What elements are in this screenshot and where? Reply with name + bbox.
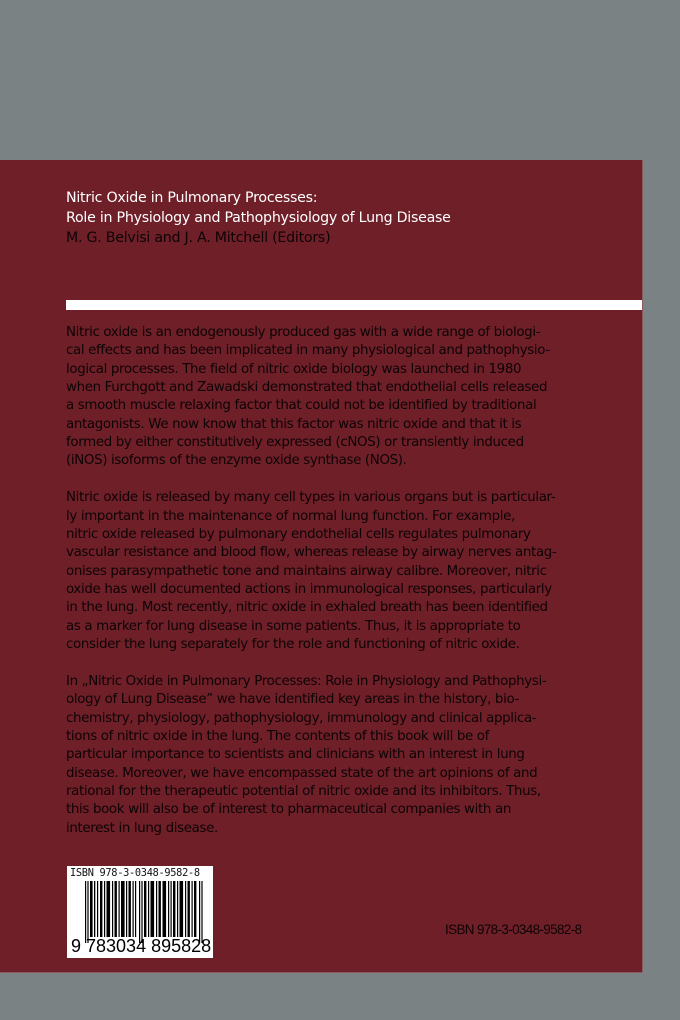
blurb-line: vascular resistance and blood flow, whereas release by airway nerves antag- [66, 545, 557, 561]
title-block [66, 188, 626, 248]
blurb-line: when Furchgott and Zawadski demonstrated that endothelial cells released [66, 380, 548, 396]
blurb-line: disease. Moreover, we have encompassed state of the art opinions of and [66, 765, 538, 781]
blurb [66, 324, 636, 856]
blurb-line: (iNOS) isoforms of the enzyme oxide synthase (NOS). [66, 453, 407, 469]
barcode-isbn-label: ISBN 978-3-0348-9582-8 [70, 867, 200, 879]
isbn-text: ISBN 978-3-0348-9582-8 [445, 922, 582, 937]
book-title-line-1: Nitric Oxide in Pulmonary Processes: [66, 190, 318, 206]
blurb-line: chemistry, physiology, pathophysiology, immunology and clinical applica- [66, 710, 537, 726]
blurb-line: cal effects and has been implicated in many physiological and pathophysio- [66, 343, 550, 359]
book-title-line-2: Role in Physiology and Pathophysiology of Lung Disease [66, 210, 451, 226]
back-cover [0, 160, 642, 972]
blurb-line: interest in lung disease. [66, 820, 218, 836]
blurb-line: particular importance to scientists and clinicians with an interest in lung [66, 747, 525, 763]
blurb-line: rational for the therapeutic potential of nitric oxide and its inhibitors. Thus, [66, 783, 541, 799]
blurb-line: this book will also be of interest to pharmaceutical companies with an [66, 802, 511, 818]
blurb-line: in the lung. Most recently, nitric oxide in exhaled breath has been identified [66, 600, 548, 616]
blurb-line: Nitric oxide is an endogenously produced gas with a wide range of biologi- [66, 325, 541, 340]
blurb-line: Nitric oxide is released by many cell types in various organs but is particular- [66, 490, 556, 506]
blurb-line: onises parasympathetic tone and maintains airway calibre. Moreover, nitric [66, 563, 547, 579]
blurb-line: formed by either constitutively expressed (cNOS) or transiently induced [66, 435, 524, 451]
blurb-line: as a marker for lung disease in some patients. Thus, it is appropriate to [66, 618, 521, 634]
blurb-line: oxide has well documented actions in immunological responses, particularly [66, 581, 552, 597]
blurb-line: tions of nitric oxide in the lung. The contents of this book will be of [66, 728, 490, 744]
blurb-line: ly important in the maintenance of normal lung function. For example, [66, 508, 515, 524]
blurb-line: nitric oxide released by pulmonary endothelial cells regulates pulmonary [66, 526, 531, 542]
isbn-barcode [67, 866, 213, 958]
barcode-bars-icon [85, 881, 203, 943]
blurb-paragraph-2 [66, 489, 636, 654]
blurb-line: In „Nitric Oxide in Pulmonary Processes: Role in Physiology and Pathophysi- [66, 673, 547, 689]
blurb-paragraph-3 [66, 673, 636, 838]
blurb-line: consider the lung separately for the role and functioning of nitric oxide. [66, 637, 520, 652]
blurb-line: a smooth muscle relaxing factor that could not be identified by traditional [66, 398, 537, 414]
blurb-line: antagonists. We now know that this factor was nitric oxide and that it is [66, 416, 522, 432]
barcode-digits: 9 783034 895828 [71, 936, 212, 956]
divider-rule [66, 300, 642, 310]
book-editors: M. G. Belvisi and J. A. Mitchell (Editors) [66, 230, 331, 246]
blurb-line: ology of Lung Disease” we have identified key areas in the history, bio- [66, 692, 520, 708]
blurb-paragraph-1 [66, 324, 636, 471]
blurb-line: logical processes. The field of nitric oxide biology was launched in 1980 [66, 361, 522, 377]
